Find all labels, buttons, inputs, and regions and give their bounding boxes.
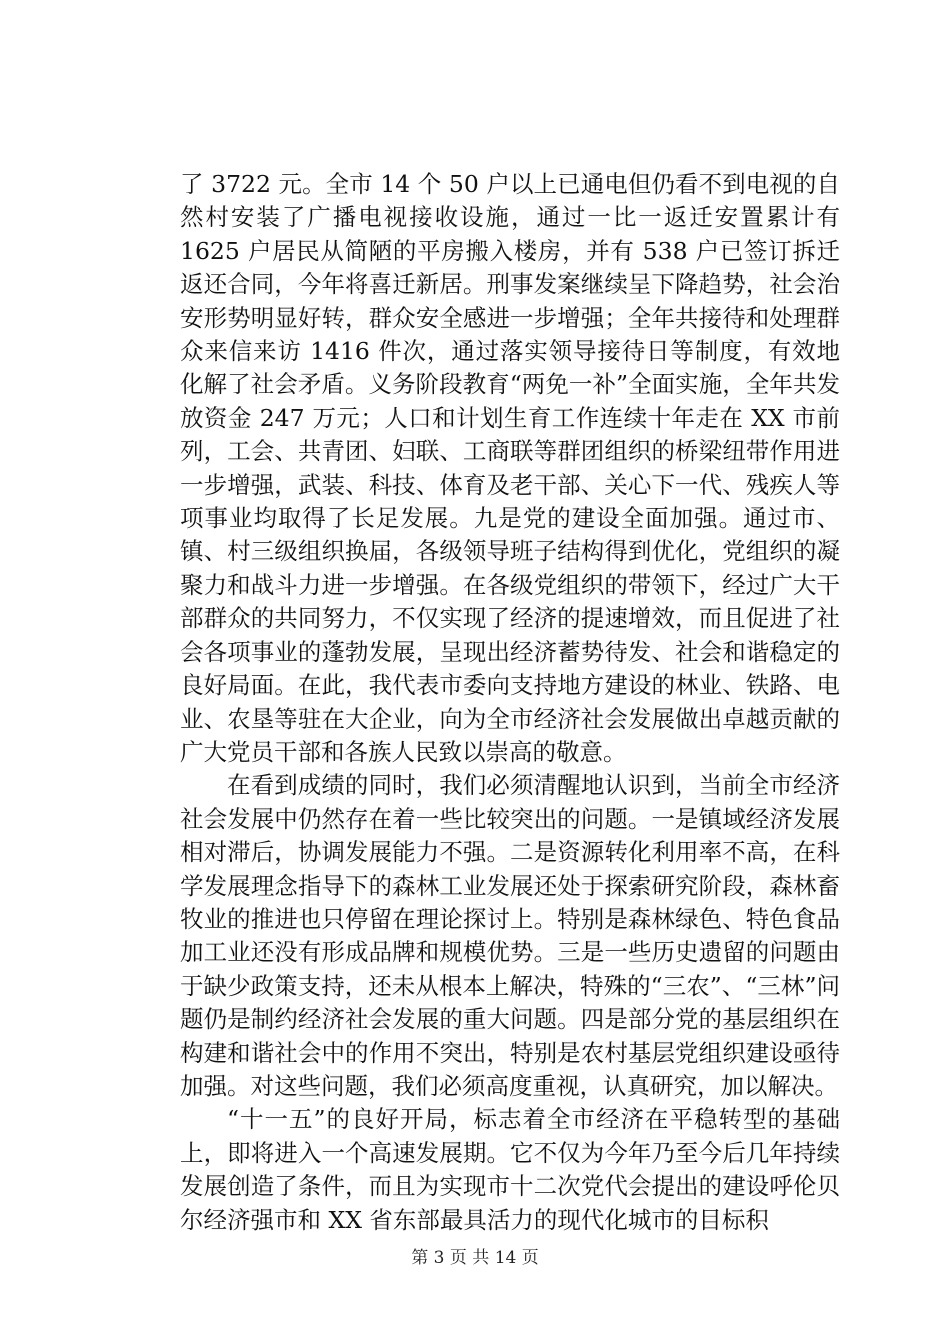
paragraph-1: 了 3722 元。全市 14 个 50 户以上已通电但仍看不到电视的自然村安装了广播电视接收设施，通过一比一返迁安置累计有 1625 户居民从简陋的平房搬入楼房，并有 538 户已签订拆迁返还合同，今年将喜迁新居。刑事发案继续呈下降趋势，社会治安形势明显好转，群众安全感进一步增强；全年共接待和处理群众来信来访 1416 件次，通过落实领导接待日等制度，有效地化解了社会矛盾。义务阶段教育“两免一补”全面实施，全年共发放资金 247 万元；人口和计划生育工作连续十年走在 XX 市前列，工会、共青团、妇联、工商联等群团组织的桥梁纽带作用进一步增强，武装、科技、体育及老干部、关心下一代、残疾人等项事业均取得了长足发展。九是党的建设全面加强。通过市、镇、村三级组织换届，各级领导班子结构得到优化，党组织的凝聚力和战斗力进一步增强。在各级党组织的带领下，经过广大干部群众的共同努力，不仅实现了经济的提速增效，而且促进了社会各项事业的蓬勃发展，呈现出经济蓄势待发、社会和谐稳定的良好局面。在此，我代表市委向支持地方建设的林业、铁路、电业、农垦等驻在大企业，向为全市经济社会发展做出卓越贡献的广大党员干部和各族人民致以崇高的敬意。 <box>180 170 840 766</box>
paragraph-2: 在看到成绩的同时，我们必须清醒地认识到，当前全市经济社会发展中仍然存在着一些比较突出的问题。一是镇域经济发展相对滞后，协调发展能力不强。二是资源转化利用率不高，在科学发展理念指导下的森林工业发展还处于探索研究阶段，森林畜牧业的推进也只停留在理论探讨上。特别是森林绿色、特色食品加工业还没有形成品牌和规模优势。三是一些历史遗留的问题由于缺少政策支持，还未从根本上解决，特殊的“三农”、“三林”问题仍是制约经济社会发展的重大问题。四是部分党的基层组织在构建和谐社会中的作用不突出，特别是农村基层党组织建设亟待加强。对这些问题，我们必须高度重视，认真研究，加以解决。 <box>180 771 840 1100</box>
document-body <box>180 168 840 1237</box>
page-footer: 第 3 页 共 14 页 <box>411 1248 539 1268</box>
paragraph-3: “十一五”的良好开局，标志着全市经济在平稳转型的基础上，即将进入一个高速发展期。它不仅为今年乃至今后几年持续发展创造了条件，而且为实现市十二次党代会提出的建设呼伦贝尔经济强市和 XX 省东部最具活力的现代化城市的目标积 <box>180 1105 840 1234</box>
